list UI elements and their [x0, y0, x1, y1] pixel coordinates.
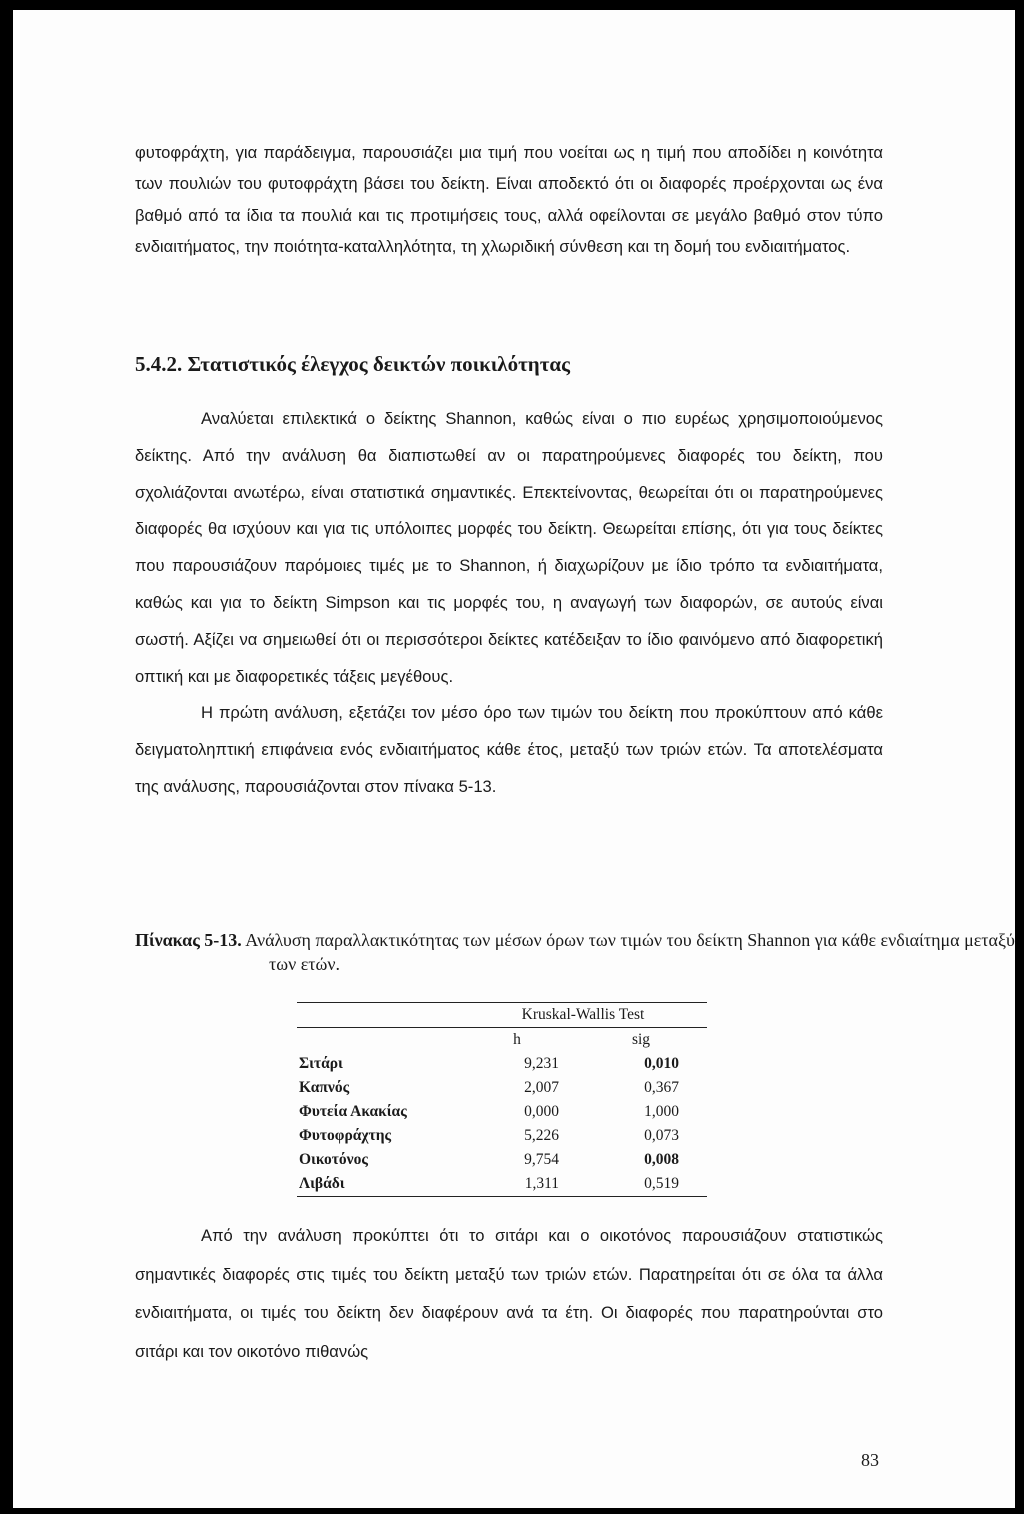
table-corner-cell — [297, 1003, 459, 1028]
row-label: Καπνός — [299, 1079, 350, 1096]
sig-value: 0,519 — [575, 1172, 707, 1197]
row-label: Σιτάρι — [299, 1055, 343, 1072]
table-row — [297, 1124, 707, 1148]
sig-value: 0,010 — [644, 1055, 679, 1072]
paragraph-shannon-analysis: Αναλύεται επιλεκτικά ο δείκτης Shannon, καθώς είναι ο πιο ευρέως χρησιμοποιούμενος δείκτης. Από την ανάλυση θα διαπιστωθεί αν οι παρατηρούμενες διαφορές του δείκτη, που σχολιάζονται ανωτέρω, είναι στατιστικά σημαντικές. Επεκτείνοντας, θεωρείται ότι οι παρατηρούμενες διαφορές θα ισχύουν και για τις υπόλοιπες μορφές του δείκτη. Θεωρείται επίσης, ότι για τους δείκτες που παρουσιάζουν παρόμοιες τιμές με το Shannon, ή διαχωρίζουν με ίδιο τρόπο τα ενδιαιτήματα, καθώς και για το δείκτη Simpson και τις μορφές του, η αναγωγή των διαφορών, σε αυτούς είναι σωστή. Αξίζει να σημειωθεί ότι οι περισσότεροι δείκτες κατέδειξαν το ίδιο φαινόμενο από διαφορετική οπτική και με διαφορετικές τάξεις μεγέθους. — [135, 409, 883, 686]
table-caption-text: Ανάλυση παραλλακτικότητας των μέσων όρων των τιμών του δείκτη Shannon για κάθε ενδιαίτημα μεταξύ των ετών. — [241, 930, 1015, 974]
row-label: Φυτοφράχτης — [299, 1127, 392, 1144]
table-body — [297, 1052, 707, 1197]
column-header-h: h — [513, 1031, 521, 1048]
paragraph-conclusion: Από την ανάλυση προκύπτει ότι το σιτάρι και ο οικοτόνος παρουσιάζουν στατιστικώς σημαντικές διαφορές στις τιμές του δείκτη μεταξύ των τριών ετών. Παρατηρείται ότι σε όλα τα άλλα ενδιαιτήματα, οι τιμές του δείκτη δεν διαφέρουν ανά τα έτη. Οι διαφορές που παρατηρούνται στο σιτάρι και τον οικοτόνο πιθανώς — [135, 1226, 883, 1361]
sig-value: 0,073 — [644, 1127, 679, 1144]
h-value: 9,754 — [524, 1151, 559, 1168]
h-value: 2,007 — [524, 1079, 559, 1096]
paragraph-first-analysis: Η πρώτη ανάλυση, εξετάζει τον μέσο όρο των τιμών του δείκτη που προκύπτουν από κάθε δειγματοληπτική επιφάνεια ενός ενδιαιτήματος κάθε έτος, μεταξύ των τριών ετών. Τα αποτελέσματα της ανάλυσης, παρουσιάζονται στον πίνακα 5-13. — [135, 703, 883, 796]
sig-value: 0,367 — [644, 1079, 679, 1096]
table-row — [297, 1148, 707, 1172]
document-page — [13, 10, 1015, 1508]
page-number: 83 — [861, 1450, 879, 1470]
row-label: Φυτεία Ακακίας — [299, 1103, 407, 1120]
table-row — [297, 1100, 707, 1124]
row-label: Λιβάδι — [297, 1172, 459, 1197]
continued-paragraph: φυτοφράχτη, για παράδειγμα, παρουσιάζει μια τιμή που νοείται ως η τιμή που αποδίδει η κοινότητα των πουλιών του φυτοφράχτη βάσει του δείκτη. Είναι αποδεκτό ότι οι διαφορές προέρχονται ως ένα βαθμό από τα ίδια τα πουλιά και τις προτιμήσεις τους, αλλά οφείλονται σε μεγάλο βαθμό στον τύπο ενδιαιτήματος, την ποιότητα-καταλληλότητα, τη χλωριδική σύνθεση και τη δομή του ενδιαιτήματος. — [135, 143, 883, 257]
sig-value: 0,008 — [644, 1151, 679, 1168]
h-value: 5,226 — [524, 1127, 559, 1144]
table-row — [297, 1076, 707, 1100]
table-caption — [135, 929, 1017, 976]
body-section — [135, 401, 883, 806]
table-corner-cell-2 — [297, 1028, 459, 1053]
section-heading: 5.4.2. Στατιστικός έλεγχος δεικτών ποικιλότητας — [135, 352, 570, 376]
table-caption-label: Πίνακας 5-13. — [135, 930, 242, 950]
h-value: 1,311 — [459, 1172, 575, 1197]
kruskal-wallis-table — [297, 1002, 707, 1197]
table-test-header: Kruskal-Wallis Test — [459, 1003, 707, 1028]
table-row — [297, 1172, 707, 1197]
h-value: 0,000 — [524, 1103, 559, 1120]
row-label: Οικοτόνος — [299, 1151, 368, 1168]
h-value: 9,231 — [524, 1055, 559, 1072]
column-header-sig: sig — [631, 1031, 651, 1048]
conclusion-section — [135, 1217, 883, 1371]
sig-value: 1,000 — [644, 1103, 679, 1120]
table-row — [297, 1052, 707, 1076]
